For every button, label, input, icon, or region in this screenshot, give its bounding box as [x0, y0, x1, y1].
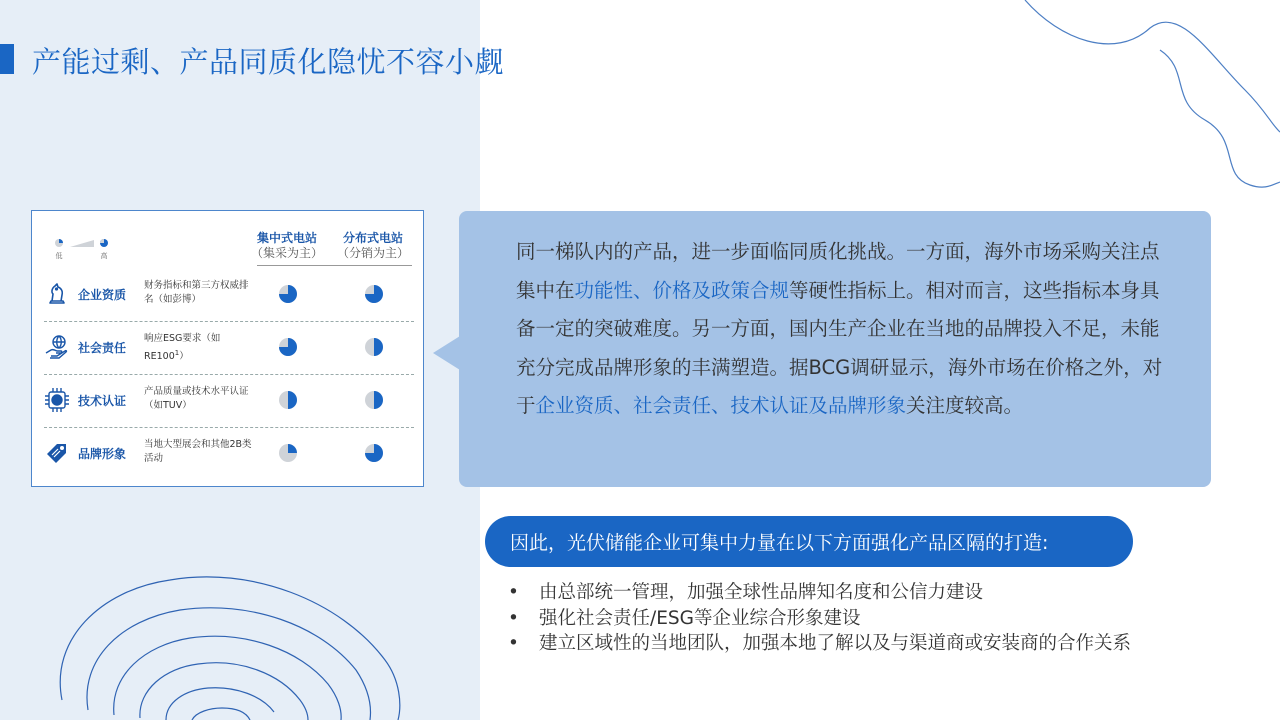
pie-level-indicator: [278, 390, 298, 410]
row-name: 社会责任: [78, 341, 127, 355]
row-desc: [144, 332, 254, 364]
legend-low-label: 低: [55, 252, 63, 260]
chess-knight-icon: [44, 281, 70, 307]
wave-line-2: [1160, 50, 1280, 187]
globe-hand-icon: [44, 334, 70, 360]
column-header-main: 集中式电站: [256, 231, 317, 245]
column-header-main: 分布式电站: [342, 231, 403, 245]
matrix-row-certification: [32, 375, 425, 427]
pie-filled-segment: [288, 444, 297, 453]
row-desc-end: ）: [179, 351, 189, 363]
callout-paragraph: [516, 233, 1166, 426]
conclusion-banner: [485, 516, 1133, 567]
matrix-row-brand: [32, 428, 425, 480]
title-accent-bar: [0, 44, 14, 74]
list-item: • 由总部统一管理，加强全球性品牌知名度和公信力建设: [508, 580, 1248, 606]
pie-level-indicator: [364, 390, 384, 410]
list-item: • 强化社会责任/ESG等企业综合形象建设: [508, 606, 1248, 632]
callout-highlight-1: 功能性、价格及政策合规: [574, 278, 790, 302]
legend-pie-high-icon: [100, 239, 108, 247]
column-header-sub: （集采为主）: [250, 246, 323, 260]
legend-graphic: [54, 237, 114, 251]
row-name: 技术认证: [78, 394, 127, 408]
row-desc: 当地大型展会和其他2B类活动: [144, 439, 252, 464]
row-desc-main: 响应ESG要求（如RE100: [144, 333, 221, 363]
callout-text-1: 同一梯队内的产品，进一步面临同质化挑战。一方面，海外市场采购关注点集中在: [516, 240, 1160, 302]
list-item: • 建立区域性的当地团队，加强本地了解以及与渠道商或安装商的合作关系: [508, 631, 1248, 657]
matrix-row-responsibility: [32, 322, 425, 374]
pie-level-indicator: [364, 284, 384, 304]
row-desc: 财务指标和第三方权威排名（如彭博）: [144, 280, 249, 305]
legend-wedge-icon: [70, 240, 94, 247]
analysis-callout: [459, 211, 1211, 487]
row-desc: 产品质量或技术水平认证（如TUV）: [144, 386, 249, 411]
callout-text-2: 等硬性指标上。相对而言，这些指标本身具备一定的突破难度。另一方面，国内生产企业在当地的品牌投入不足，未能充分完成品牌形象的丰满塑造。据BCG调研显示，海外市场在价格之外，对于: [516, 278, 1163, 417]
row-name: 品牌形象: [78, 447, 127, 461]
callout-text-3: 关注度较高。: [906, 394, 1024, 417]
page-title: 产能过剩、产品同质化隐忧不容小觑: [32, 45, 505, 79]
pie-level-indicator: [278, 443, 298, 463]
matrix-row-qualification: [32, 269, 425, 321]
row-name: 企业资质: [78, 288, 127, 302]
pie-filled-segment: [374, 391, 383, 409]
pie-level-indicator: [364, 337, 384, 357]
legend-high-label: 高: [100, 252, 108, 260]
wave-line-1: [1025, 0, 1280, 132]
header-divider: [257, 265, 412, 266]
footnote-marker: 1: [174, 349, 180, 357]
level-legend: [54, 235, 114, 261]
action-list: [508, 580, 1248, 657]
pie-filled-segment: [288, 391, 297, 409]
pie-level-indicator: [278, 337, 298, 357]
callout-highlight-2: 企业资质、社会责任、技术认证及品牌形象: [535, 394, 907, 417]
callout-pointer: [433, 336, 460, 370]
chip-icon: [44, 387, 70, 413]
evaluation-matrix: [31, 210, 424, 487]
column-header-distributed: [333, 231, 413, 261]
pie-filled-segment: [374, 338, 383, 356]
conclusion-text: 因此，光伏储能企业可集中力量在以下方面强化产品区隔的打造:: [510, 532, 1049, 554]
column-header-centralized: [247, 231, 327, 261]
price-tag-icon: [44, 440, 70, 466]
column-header-sub: （分销为主）: [336, 246, 409, 260]
pie-level-indicator: [278, 284, 298, 304]
pie-level-indicator: [364, 443, 384, 463]
legend-pie-low-icon: [55, 239, 63, 247]
